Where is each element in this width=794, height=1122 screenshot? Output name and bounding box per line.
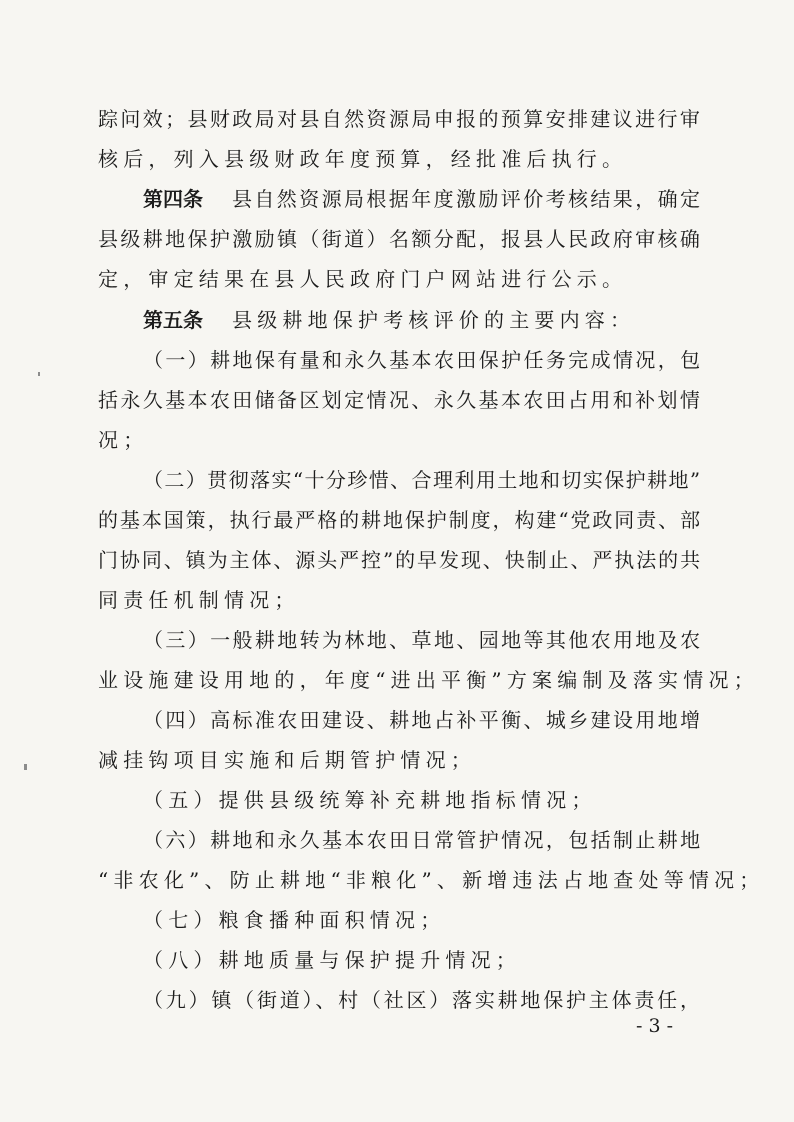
text-line bbox=[0, 745, 794, 775]
line-text: （三）一般耕地转为林地、草地、园地等其他农用地及农 bbox=[143, 628, 703, 652]
line-text: （八）耕地质量与保护提升情况； bbox=[143, 948, 521, 972]
article-heading: 第五条 bbox=[143, 308, 203, 332]
line-text: 的基本国策，执行最严格的耕地保护制度，构建“党政同责、部 bbox=[98, 508, 702, 532]
line-text: 同责任机制情况； bbox=[98, 588, 300, 612]
line-text: 踪问效；县财政局对县自然资源局申报的预算安排建议进行审 bbox=[98, 107, 703, 131]
line-text: （七）粮食播种面积情况； bbox=[143, 908, 446, 932]
text-line bbox=[0, 425, 794, 455]
line-text: （六）耕地和永久基本农田日常管护情况，包括制止耕地 bbox=[143, 828, 703, 852]
line-text: 核后，列入县级财政年度预算，经批准后执行。 bbox=[98, 147, 628, 171]
text-line bbox=[0, 585, 794, 615]
text-line bbox=[0, 705, 794, 735]
text-line bbox=[0, 345, 794, 375]
text-line bbox=[0, 385, 794, 415]
text-line bbox=[0, 264, 794, 294]
text-line bbox=[0, 144, 794, 174]
line-text: 括永久基本农田储备区划定情况、永久基本农田占用和补划情 bbox=[98, 388, 703, 412]
line-text: （五）提供县级统筹补充耕地指标情况； bbox=[143, 788, 597, 812]
text-line bbox=[0, 825, 794, 855]
line-text: （二）贯彻落实“十分珍惜、合理利用土地和切实保护耕地” bbox=[143, 468, 702, 492]
line-text: “非农化”、防止耕地“非粮化”、新增违法占地查处等情况； bbox=[98, 868, 765, 892]
text-line bbox=[0, 945, 794, 975]
text-line bbox=[0, 104, 794, 134]
line-text: （一）耕地保有量和永久基本农田保护任务完成情况，包 bbox=[143, 348, 703, 372]
text-line bbox=[0, 625, 794, 655]
line-text: 门协同、镇为主体、源头严控”的早发现、快制止、严执法的共 bbox=[98, 548, 702, 572]
line-text: 况； bbox=[98, 428, 149, 452]
article-heading: 第四条 bbox=[143, 187, 203, 211]
line-text: 县级耕地保护考核评价的主要内容： bbox=[232, 308, 636, 332]
text-line bbox=[0, 785, 794, 815]
text-line bbox=[0, 184, 794, 214]
text-line bbox=[0, 305, 794, 335]
line-text: （九）镇（街道）、村（社区）落实耕地保护主体责任， bbox=[143, 988, 703, 1012]
line-text: （四）高标准农田建设、耕地占补平衡、城乡建设用地增 bbox=[143, 708, 703, 732]
text-line bbox=[0, 465, 794, 495]
line-text: 减挂钩项目实施和后期管护情况； bbox=[98, 748, 476, 772]
text-line bbox=[0, 545, 794, 575]
line-text: 县自然资源局根据年度激励评价考核结果，确定 bbox=[232, 187, 703, 211]
text-line bbox=[0, 665, 794, 695]
text-line bbox=[0, 224, 794, 254]
text-line bbox=[0, 905, 794, 935]
text-line bbox=[0, 505, 794, 535]
line-text: 定，审定结果在县人民政府门户网站进行公示。 bbox=[98, 267, 628, 291]
text-line bbox=[0, 865, 794, 895]
line-text: 业设施建设用地的，年度“进出平衡”方案编制及落实情况； bbox=[98, 668, 759, 692]
page-number: - 3 - bbox=[636, 1015, 674, 1037]
line-text: 县级耕地保护激励镇（街道）名额分配，报县人民政府审核确 bbox=[98, 227, 703, 251]
